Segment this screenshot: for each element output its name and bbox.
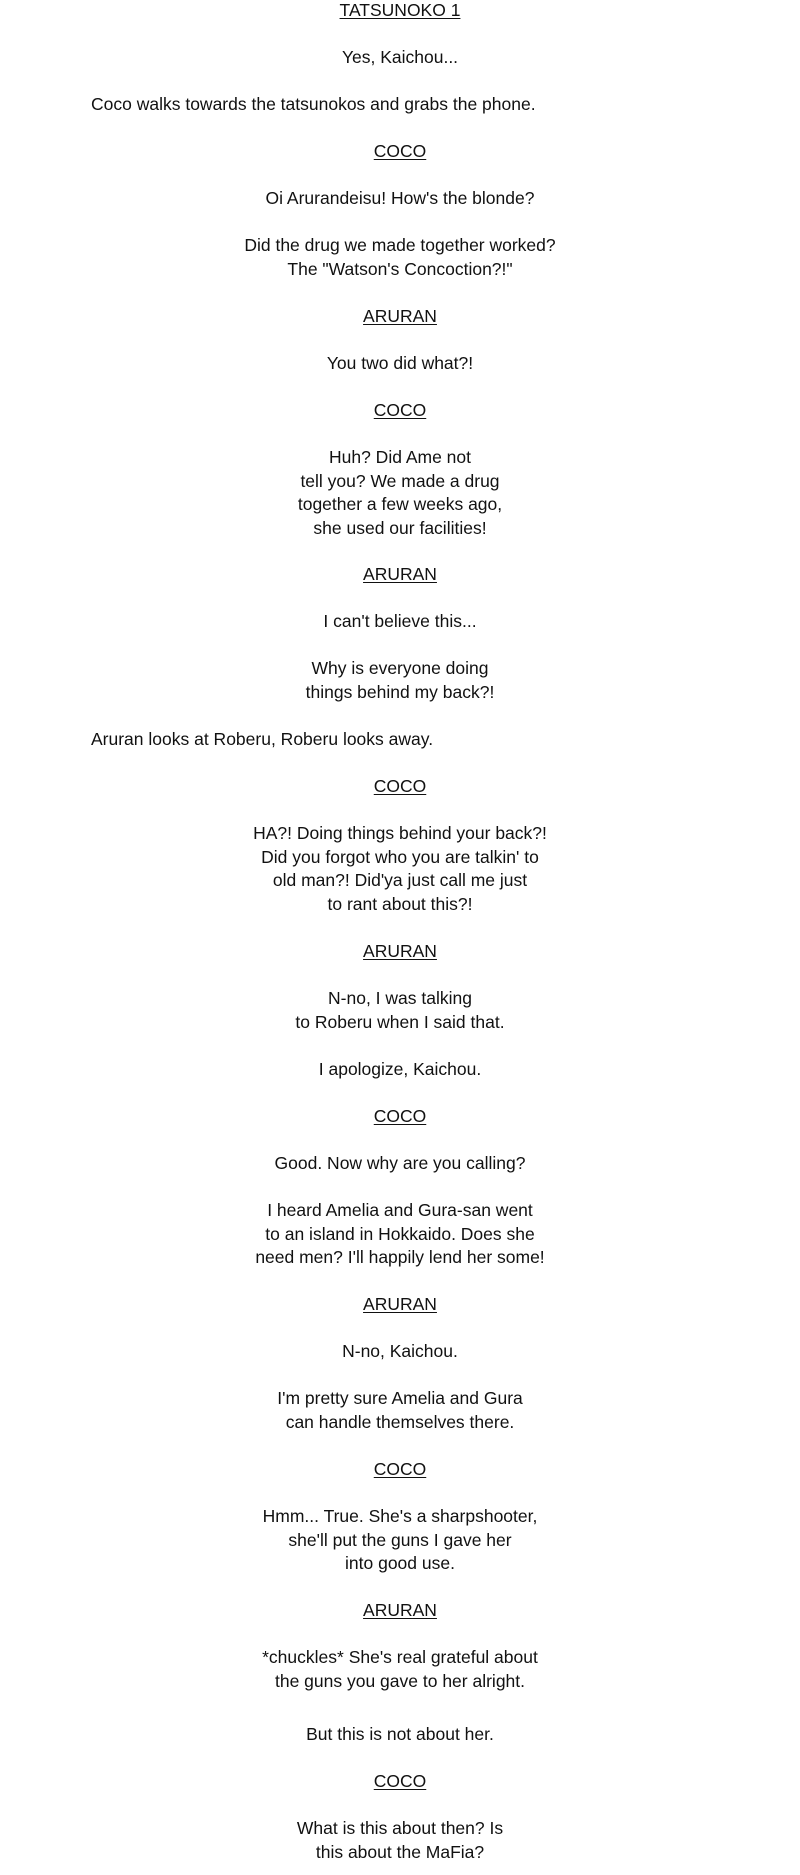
character-cue: COCO — [373, 1459, 427, 1479]
dialogue-line: Hmm... True. She's a sharpshooter, she'll put the guns I gave her into good use. — [262, 1506, 538, 1573]
dialogue-line: Oi Arurandeisu! How's the blonde? — [265, 188, 535, 208]
dialogue-line: But this is not about her. — [306, 1724, 494, 1744]
character-cue: ARURAN — [363, 1294, 437, 1314]
dialogue-line: Yes, Kaichou... — [341, 47, 459, 67]
dialogue-line: I heard Amelia and Gura-san went to an island in Hokkaido. Does she need men? I'll happily lend her some! — [255, 1200, 545, 1267]
action-line: Coco walks towards the tatsunokos and grabs the phone. — [91, 94, 536, 114]
dialogue-line: You two did what?! — [326, 353, 474, 373]
dialogue-line: I can't believe this... — [323, 611, 477, 631]
dialogue-line: Huh? Did Ame not tell you? We made a drug together a few weeks ago, she used our facilities! — [297, 447, 503, 538]
dialogue-line: N-no, I was talking to Roberu when I said that. — [295, 988, 505, 1032]
dialogue-line: HA?! Doing things behind your back?! Did you forgot who you are talkin' to old man?! Did'ya just call me just to rant about this?! — [253, 823, 547, 914]
character-cue: ARURAN — [363, 941, 437, 961]
character-cue: ARURAN — [363, 1600, 437, 1620]
dialogue-line: Why is everyone doing things behind my back?! — [305, 658, 495, 702]
dialogue-line: I'm pretty sure Amelia and Gura can handle themselves there. — [277, 1388, 523, 1432]
character-cue: ARURAN — [363, 306, 437, 326]
dialogue-line: *chuckles* She's real grateful about the guns you gave to her alright. — [262, 1647, 538, 1691]
character-cue: COCO — [373, 1106, 427, 1126]
dialogue-line: I apologize, Kaichou. — [318, 1059, 482, 1079]
character-cue: COCO — [373, 776, 427, 796]
character-cue: ARURAN — [363, 564, 437, 584]
character-cue: COCO — [373, 1771, 427, 1791]
dialogue-line: N-no, Kaichou. — [342, 1341, 458, 1361]
character-cue: COCO — [373, 400, 427, 420]
dialogue-line: Good. Now why are you calling? — [274, 1153, 526, 1173]
character-cue: TATSUNOKO 1 — [339, 0, 461, 20]
dialogue-line: Did the drug we made together worked? The "Watson's Concoction?!" — [244, 235, 556, 279]
dialogue-line: What is this about then? Is this about the MaFia? — [296, 1818, 504, 1862]
character-cue: COCO — [373, 141, 427, 161]
action-line: Aruran looks at Roberu, Roberu looks away. — [91, 729, 434, 749]
